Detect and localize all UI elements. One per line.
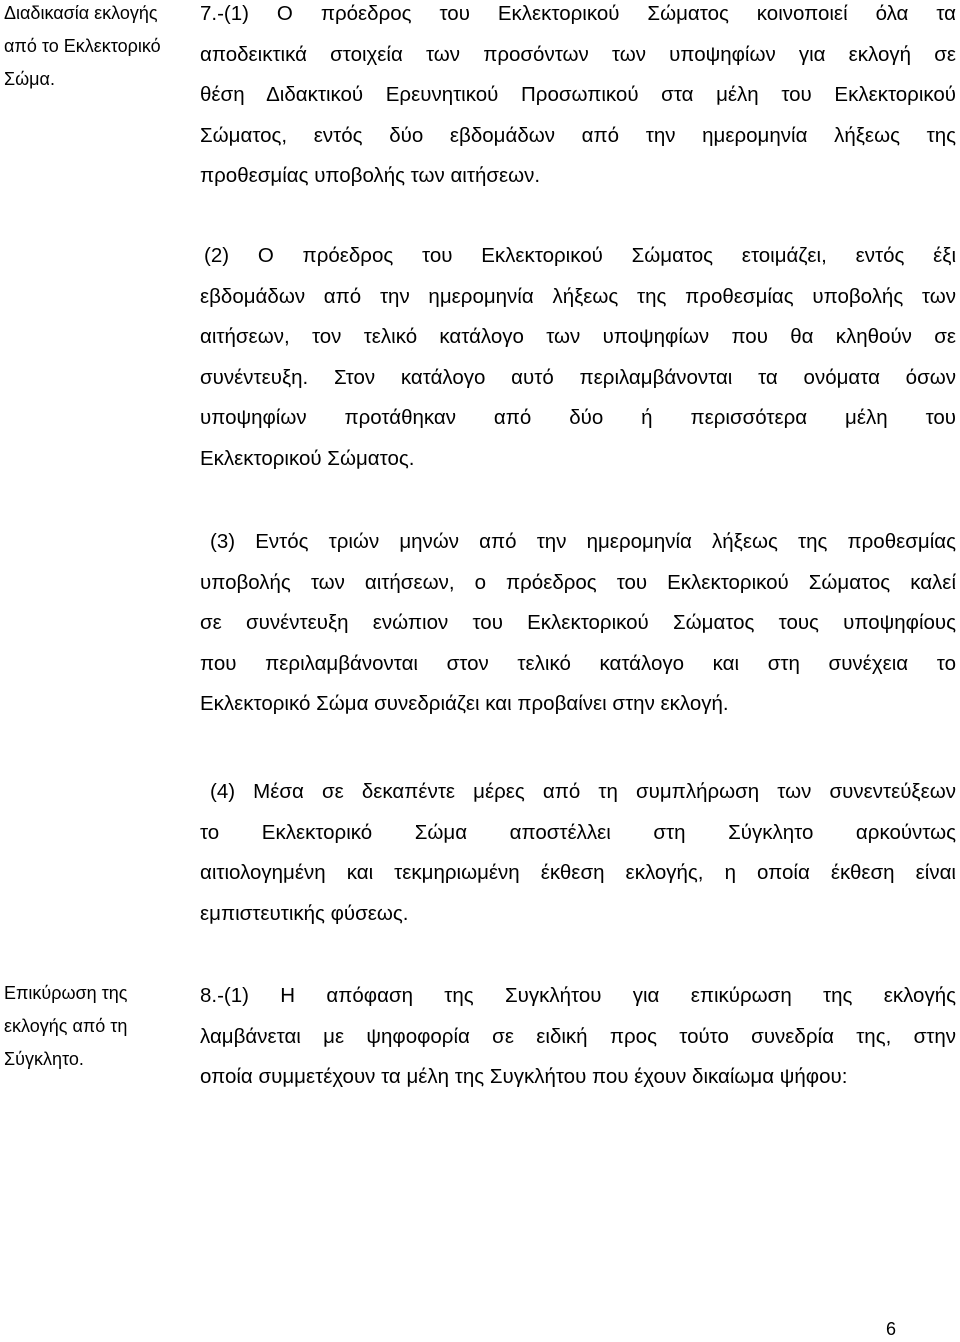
page-number: 6 bbox=[886, 1319, 897, 1339]
text-line: συνέντευξη. Στον κατάλογο αυτό περιλαμβάνονται τα ονόματα όσων bbox=[200, 365, 956, 389]
article-8-paragraph-1 bbox=[200, 976, 956, 1098]
margin-note-line: Διαδικασία εκλογής bbox=[4, 3, 158, 23]
article-7-paragraph-4 bbox=[200, 772, 956, 934]
text-line: αιτιολογημένη και τεκμηριωμένη έκθεση εκλογής, η οποία έκθεση είναι bbox=[200, 861, 956, 884]
text-line: Σώματος, εντός δύο εβδομάδων από την ημερομηνία λήξεως της bbox=[200, 123, 956, 147]
text-line: αποδεικτικά στοιχεία των προσόντων των υποψηφίων για εκλογή σε bbox=[200, 42, 956, 66]
article-7-paragraph-2 bbox=[200, 236, 956, 479]
text-line: σε συνέντευξη ενώπιον του Εκλεκτορικού Σώματος τους υποψηφίους bbox=[200, 611, 956, 634]
margin-note-line: Επικύρωση της bbox=[4, 983, 128, 1003]
text-line: προθεσμίας υποβολής των αιτήσεων. bbox=[200, 164, 541, 187]
margin-note-line: εκλογής από τη bbox=[4, 1016, 128, 1036]
margin-note-article-8 bbox=[4, 977, 172, 1076]
margin-note-line: Σύγκλητο. bbox=[4, 1049, 84, 1069]
text-line: οποία συμμετέχουν τα μέλη της Συγκλήτου που έχουν δικαίωμα ψήφου: bbox=[200, 1065, 848, 1088]
text-line: υποβολής των αιτήσεων, ο πρόεδρος του Εκλεκτορικού Σώματος καλεί bbox=[200, 570, 956, 594]
text-line: λαμβάνεται με ψηφοφορία σε ειδική προς τούτο συνεδρία της, στην bbox=[200, 1024, 956, 1048]
text-line: αιτήσεων, τον τελικό κατάλογο των υποψηφίων που θα κληθούν σε bbox=[200, 325, 956, 348]
text-line: (2) Ο πρόεδρος του Εκλεκτορικού Σώματος ετοιμάζει, εντός έξι bbox=[204, 244, 956, 267]
margin-note-article-7 bbox=[4, 0, 172, 96]
text-line: εμπιστευτικής φύσεως. bbox=[200, 901, 409, 925]
margin-note-line: Σώμα. bbox=[4, 69, 55, 89]
text-line: Εκλεκτορικού Σώματος. bbox=[200, 446, 415, 470]
text-line: Εκλεκτορικό Σώμα συνεδριάζει και προβαίνει στην εκλογή. bbox=[200, 692, 729, 715]
article-7-paragraph-3 bbox=[200, 522, 956, 725]
text-line: εβδομάδων από την ημερομηνία λήξεως της προθεσμίας υποβολής των bbox=[200, 284, 956, 308]
margin-note-line: από το Εκλεκτορικό bbox=[4, 36, 161, 56]
text-line: υποψηφίων προτάθηκαν από δύο ή περισσότερα μέλη του bbox=[200, 406, 956, 429]
article-7-paragraph-1 bbox=[200, 0, 956, 197]
text-line: που περιλαμβάνονται στον τελικό κατάλογο και στη συνέχεια το bbox=[200, 651, 956, 675]
text-line: 8.-(1) Η απόφαση της Συγκλήτου για επικύρωση της εκλογής bbox=[200, 984, 956, 1007]
text-line: 7.-(1) Ο πρόεδρος του Εκλεκτορικού Σώματος κοινοποιεί όλα τα bbox=[200, 2, 956, 25]
text-line: (4) Μέσα σε δεκαπέντε μέρες από τη συμπλήρωση των συνεντεύξεων bbox=[210, 780, 956, 803]
text-line: θέση Διδακτικού Ερευνητικού Προσωπικού στα μέλη του Εκλεκτορικού bbox=[200, 83, 956, 106]
text-line: το Εκλεκτορικό Σώμα αποστέλλει στη Σύγκλητο αρκούντως bbox=[200, 820, 956, 844]
text-line: (3) Εντός τριών μηνών από την ημερομηνία λήξεως της προθεσμίας bbox=[210, 530, 956, 553]
